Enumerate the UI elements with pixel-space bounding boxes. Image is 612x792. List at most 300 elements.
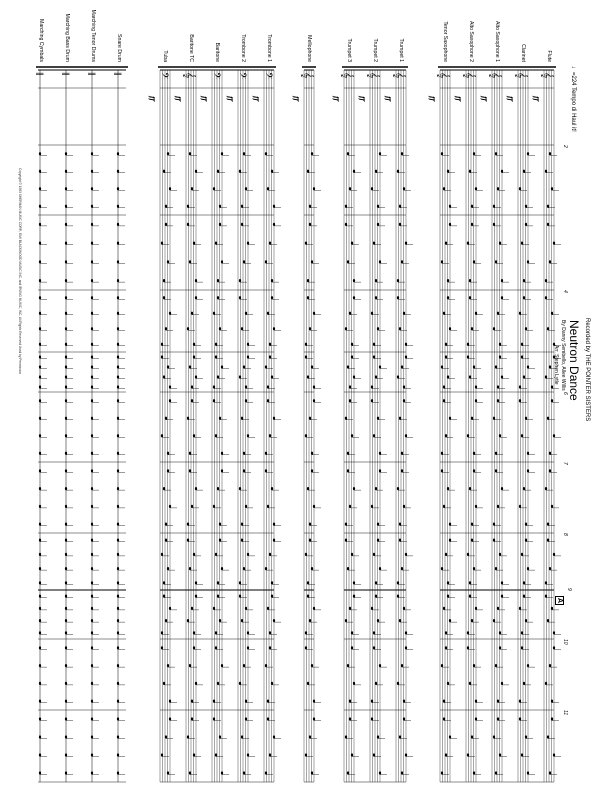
note-head bbox=[161, 355, 163, 358]
dynamic-marking: ff bbox=[384, 96, 391, 101]
note-head bbox=[91, 553, 93, 556]
note-head bbox=[239, 682, 241, 685]
instrument-label: Alto Saxophone 2 bbox=[468, 21, 474, 62]
note-head bbox=[187, 735, 189, 738]
note-head bbox=[551, 385, 553, 388]
note-head bbox=[449, 539, 451, 542]
percussion-clef-icon: ‖ bbox=[88, 72, 96, 76]
dynamic-marking: ff bbox=[332, 96, 339, 101]
note-head bbox=[117, 242, 119, 245]
note-head bbox=[379, 469, 381, 472]
note-head bbox=[547, 539, 549, 542]
note-head bbox=[405, 646, 407, 649]
note-head bbox=[373, 646, 375, 649]
note-head bbox=[521, 631, 523, 634]
note-head bbox=[397, 375, 399, 378]
note-head bbox=[161, 242, 163, 245]
note-head bbox=[527, 452, 529, 455]
note-head bbox=[375, 279, 377, 282]
note-head bbox=[271, 296, 273, 299]
clef-icon: 𝄢 bbox=[157, 72, 170, 80]
note-head bbox=[371, 385, 373, 388]
note-head bbox=[91, 523, 93, 526]
note-head bbox=[213, 717, 215, 720]
note-head bbox=[91, 664, 93, 667]
note-head bbox=[473, 365, 475, 368]
note-head bbox=[215, 753, 217, 756]
note-head bbox=[527, 469, 529, 472]
note-head bbox=[39, 355, 41, 358]
note-head bbox=[379, 664, 381, 667]
instrument-label: Alto Saxophone 1 bbox=[494, 21, 500, 62]
note-head bbox=[241, 417, 243, 420]
note-head bbox=[91, 296, 93, 299]
note-head bbox=[245, 607, 247, 610]
note-head bbox=[39, 385, 41, 388]
copyright-notice: Copyright © 1983 SHERMAN MUSIC CORP., EMI BLACKWOOD MUSIC INC. and IRVING MUSIC, INC. All Rights Reserved Used by Permission bbox=[18, 168, 22, 375]
note-head bbox=[519, 607, 521, 610]
note-head bbox=[473, 469, 475, 472]
note-head bbox=[521, 434, 523, 437]
note-head bbox=[401, 567, 403, 570]
note-head bbox=[523, 682, 525, 685]
note-head bbox=[187, 539, 189, 542]
note-head bbox=[397, 296, 399, 299]
note-head bbox=[527, 567, 529, 570]
measure-number: 11 bbox=[562, 710, 568, 716]
note-head bbox=[269, 646, 271, 649]
note-head bbox=[221, 469, 223, 472]
note-head bbox=[547, 619, 549, 622]
note-head bbox=[221, 664, 223, 667]
note-head bbox=[91, 469, 93, 472]
note-head bbox=[213, 187, 215, 190]
note-head bbox=[39, 505, 41, 508]
note-head bbox=[117, 581, 119, 584]
note-head bbox=[353, 595, 355, 598]
note-head bbox=[247, 242, 249, 245]
note-head bbox=[91, 355, 93, 358]
note-head bbox=[551, 312, 553, 315]
note-head bbox=[351, 631, 353, 634]
note-head bbox=[163, 170, 165, 173]
note-head bbox=[549, 771, 551, 774]
note-head bbox=[191, 312, 193, 315]
note-head bbox=[167, 771, 169, 774]
note-head bbox=[161, 343, 163, 346]
note-head bbox=[501, 682, 503, 685]
note-head bbox=[377, 523, 379, 526]
note-head bbox=[187, 523, 189, 526]
note-head bbox=[91, 260, 93, 263]
note-head bbox=[501, 595, 503, 598]
note-head bbox=[447, 170, 449, 173]
note-head bbox=[467, 631, 469, 634]
note-head bbox=[493, 205, 495, 208]
note-head bbox=[65, 469, 67, 472]
note-head bbox=[519, 700, 521, 703]
note-head bbox=[549, 260, 551, 263]
note-head bbox=[467, 242, 469, 245]
note-head bbox=[311, 469, 313, 472]
note-head bbox=[405, 343, 407, 346]
note-head bbox=[189, 771, 191, 774]
note-head bbox=[91, 187, 93, 190]
note-head bbox=[345, 205, 347, 208]
note-head bbox=[349, 187, 351, 190]
note-head bbox=[65, 619, 67, 622]
note-head bbox=[65, 223, 67, 226]
note-head bbox=[307, 279, 309, 282]
note-head bbox=[375, 487, 377, 490]
note-head bbox=[309, 417, 311, 420]
note-head bbox=[65, 753, 67, 756]
note-head bbox=[471, 327, 473, 330]
note-head bbox=[117, 567, 119, 570]
measure-number: 8 bbox=[562, 533, 568, 536]
note-head bbox=[117, 260, 119, 263]
note-head bbox=[523, 581, 525, 584]
note-head bbox=[91, 385, 93, 388]
note-head bbox=[349, 385, 351, 388]
note-head bbox=[371, 607, 373, 610]
note-head bbox=[221, 152, 223, 155]
note-head bbox=[169, 399, 171, 402]
dynamic-marking: ff bbox=[506, 96, 513, 101]
note-head bbox=[91, 487, 93, 490]
note-head bbox=[39, 717, 41, 720]
note-head bbox=[305, 355, 307, 358]
note-head bbox=[525, 523, 527, 526]
note-head bbox=[499, 434, 501, 437]
note-head bbox=[469, 375, 471, 378]
note-head bbox=[221, 567, 223, 570]
note-head bbox=[521, 242, 523, 245]
note-head bbox=[345, 735, 347, 738]
note-head bbox=[349, 717, 351, 720]
note-head bbox=[447, 279, 449, 282]
note-head bbox=[91, 631, 93, 634]
note-head bbox=[65, 312, 67, 315]
note-head bbox=[65, 487, 67, 490]
note-head bbox=[371, 312, 373, 315]
note-head bbox=[307, 581, 309, 584]
note-head bbox=[271, 375, 273, 378]
note-head bbox=[117, 279, 119, 282]
note-head bbox=[305, 434, 307, 437]
note-head bbox=[399, 205, 401, 208]
note-head bbox=[117, 187, 119, 190]
note-head bbox=[547, 735, 549, 738]
note-head bbox=[65, 170, 67, 173]
note-head bbox=[189, 664, 191, 667]
note-head bbox=[313, 607, 315, 610]
note-head bbox=[353, 279, 355, 282]
note-head bbox=[195, 487, 197, 490]
note-head bbox=[39, 469, 41, 472]
note-head bbox=[219, 223, 221, 226]
instrument-label: Baritone TC bbox=[188, 34, 194, 62]
note-head bbox=[187, 205, 189, 208]
score-title: Neutron Dance bbox=[567, 320, 581, 401]
note-head bbox=[449, 619, 451, 622]
note-head bbox=[91, 343, 93, 346]
note-head bbox=[379, 567, 381, 570]
note-head bbox=[273, 223, 275, 226]
note-head bbox=[163, 375, 165, 378]
note-head bbox=[493, 539, 495, 542]
note-head bbox=[347, 452, 349, 455]
note-head bbox=[267, 399, 269, 402]
note-head bbox=[167, 152, 169, 155]
note-head bbox=[467, 434, 469, 437]
note-head bbox=[467, 343, 469, 346]
note-head bbox=[475, 187, 477, 190]
note-head bbox=[309, 327, 311, 330]
note-head bbox=[379, 152, 381, 155]
note-head bbox=[167, 469, 169, 472]
note-head bbox=[379, 771, 381, 774]
note-head bbox=[473, 567, 475, 570]
note-head bbox=[373, 355, 375, 358]
note-head bbox=[195, 581, 197, 584]
note-head bbox=[307, 170, 309, 173]
note-head bbox=[273, 327, 275, 330]
note-head bbox=[501, 487, 503, 490]
note-head bbox=[519, 717, 521, 720]
instrument-label: Baritone bbox=[214, 42, 220, 62]
note-head bbox=[247, 646, 249, 649]
note-head bbox=[167, 452, 169, 455]
note-head bbox=[403, 700, 405, 703]
note-head bbox=[309, 619, 311, 622]
note-head bbox=[91, 452, 93, 455]
note-head bbox=[245, 717, 247, 720]
clef-icon: 𝄞 bbox=[301, 72, 314, 79]
note-head bbox=[245, 399, 247, 402]
note-head bbox=[65, 385, 67, 388]
note-head bbox=[351, 242, 353, 245]
note-head bbox=[401, 452, 403, 455]
note-head bbox=[353, 682, 355, 685]
instrument-label: Trumpet 3 bbox=[346, 38, 352, 62]
note-head bbox=[213, 385, 215, 388]
note-head bbox=[265, 452, 267, 455]
note-head bbox=[471, 619, 473, 622]
note-head bbox=[39, 487, 41, 490]
note-head bbox=[449, 205, 451, 208]
note-head bbox=[379, 365, 381, 368]
note-head bbox=[245, 505, 247, 508]
note-head bbox=[309, 523, 311, 526]
note-head bbox=[349, 399, 351, 402]
note-head bbox=[219, 539, 221, 542]
note-head bbox=[493, 327, 495, 330]
dynamic-marking: ff bbox=[532, 96, 539, 101]
note-head bbox=[447, 375, 449, 378]
note-head bbox=[39, 279, 41, 282]
note-head bbox=[493, 619, 495, 622]
note-head bbox=[497, 700, 499, 703]
dynamic-marking: ff bbox=[454, 96, 461, 101]
note-head bbox=[473, 260, 475, 263]
measure-number: 4 bbox=[562, 290, 568, 293]
note-head bbox=[117, 682, 119, 685]
note-head bbox=[65, 523, 67, 526]
note-head bbox=[443, 385, 445, 388]
note-head bbox=[241, 735, 243, 738]
clef-icon: 𝄞 bbox=[515, 72, 528, 79]
note-head bbox=[163, 682, 165, 685]
note-head bbox=[39, 343, 41, 346]
note-head bbox=[469, 595, 471, 598]
note-head bbox=[445, 553, 447, 556]
note-head bbox=[269, 343, 271, 346]
note-head bbox=[309, 735, 311, 738]
note-head bbox=[189, 469, 191, 472]
note-head bbox=[499, 753, 501, 756]
note-head bbox=[165, 417, 167, 420]
note-head bbox=[353, 170, 355, 173]
note-head bbox=[91, 327, 93, 330]
note-head bbox=[65, 279, 67, 282]
note-head bbox=[191, 717, 193, 720]
note-head bbox=[39, 152, 41, 155]
note-head bbox=[65, 717, 67, 720]
note-head bbox=[217, 682, 219, 685]
note-head bbox=[247, 434, 249, 437]
note-head bbox=[441, 152, 443, 155]
note-head bbox=[549, 365, 551, 368]
note-head bbox=[525, 619, 527, 622]
note-head bbox=[39, 452, 41, 455]
note-head bbox=[193, 631, 195, 634]
note-head bbox=[311, 452, 313, 455]
note-head bbox=[401, 469, 403, 472]
note-head bbox=[65, 343, 67, 346]
note-head bbox=[443, 717, 445, 720]
note-head bbox=[65, 771, 67, 774]
note-head bbox=[441, 365, 443, 368]
note-head bbox=[519, 385, 521, 388]
note-head bbox=[443, 505, 445, 508]
note-head bbox=[371, 187, 373, 190]
note-head bbox=[271, 581, 273, 584]
note-head bbox=[217, 296, 219, 299]
note-head bbox=[265, 260, 267, 263]
note-head bbox=[499, 355, 501, 358]
note-head bbox=[91, 717, 93, 720]
note-head bbox=[467, 646, 469, 649]
note-head bbox=[311, 664, 313, 667]
note-head bbox=[117, 417, 119, 420]
note-head bbox=[161, 646, 163, 649]
note-head bbox=[519, 505, 521, 508]
note-head bbox=[117, 385, 119, 388]
note-head bbox=[91, 399, 93, 402]
note-head bbox=[445, 355, 447, 358]
instrument-label: Marching Bass Drum bbox=[64, 13, 70, 62]
note-head bbox=[65, 664, 67, 667]
instrument-label: Trombone 1 bbox=[266, 34, 272, 62]
note-head bbox=[39, 327, 41, 330]
note-head bbox=[117, 223, 119, 226]
note-head bbox=[349, 312, 351, 315]
note-head bbox=[65, 595, 67, 598]
note-head bbox=[247, 753, 249, 756]
note-head bbox=[65, 365, 67, 368]
note-head bbox=[397, 595, 399, 598]
note-head bbox=[247, 343, 249, 346]
note-head bbox=[405, 242, 407, 245]
note-head bbox=[245, 187, 247, 190]
note-head bbox=[309, 539, 311, 542]
recorded-by-credit: Recorded by THE POINTER SISTERS bbox=[584, 318, 590, 422]
note-head bbox=[405, 753, 407, 756]
note-head bbox=[91, 152, 93, 155]
note-head bbox=[523, 595, 525, 598]
note-head bbox=[65, 553, 67, 556]
note-head bbox=[313, 399, 315, 402]
note-head bbox=[117, 700, 119, 703]
note-head bbox=[239, 375, 241, 378]
note-head bbox=[547, 417, 549, 420]
note-head bbox=[467, 753, 469, 756]
note-head bbox=[267, 607, 269, 610]
note-head bbox=[497, 312, 499, 315]
note-head bbox=[403, 607, 405, 610]
note-head bbox=[373, 242, 375, 245]
note-head bbox=[239, 279, 241, 282]
note-head bbox=[213, 505, 215, 508]
note-head bbox=[243, 260, 245, 263]
note-head bbox=[39, 735, 41, 738]
note-head bbox=[497, 187, 499, 190]
note-head bbox=[65, 631, 67, 634]
note-head bbox=[345, 417, 347, 420]
note-head bbox=[475, 399, 477, 402]
note-head bbox=[405, 553, 407, 556]
note-head bbox=[469, 682, 471, 685]
note-head bbox=[449, 735, 451, 738]
note-head bbox=[403, 717, 405, 720]
note-head bbox=[191, 607, 193, 610]
note-head bbox=[187, 417, 189, 420]
note-head bbox=[193, 343, 195, 346]
note-head bbox=[265, 567, 267, 570]
note-head bbox=[91, 771, 93, 774]
note-head bbox=[65, 646, 67, 649]
clef-icon: 𝄞 bbox=[341, 72, 354, 79]
note-head bbox=[265, 152, 267, 155]
note-head bbox=[241, 619, 243, 622]
note-head bbox=[519, 187, 521, 190]
note-head bbox=[377, 619, 379, 622]
note-head bbox=[497, 505, 499, 508]
note-head bbox=[215, 434, 217, 437]
note-head bbox=[397, 581, 399, 584]
clef-icon: 𝄞 bbox=[437, 72, 450, 79]
note-head bbox=[39, 607, 41, 610]
note-head bbox=[495, 567, 497, 570]
note-head bbox=[265, 664, 267, 667]
note-head bbox=[501, 581, 503, 584]
note-head bbox=[525, 735, 527, 738]
note-head bbox=[351, 753, 353, 756]
note-head bbox=[399, 523, 401, 526]
note-head bbox=[501, 296, 503, 299]
note-head bbox=[309, 223, 311, 226]
